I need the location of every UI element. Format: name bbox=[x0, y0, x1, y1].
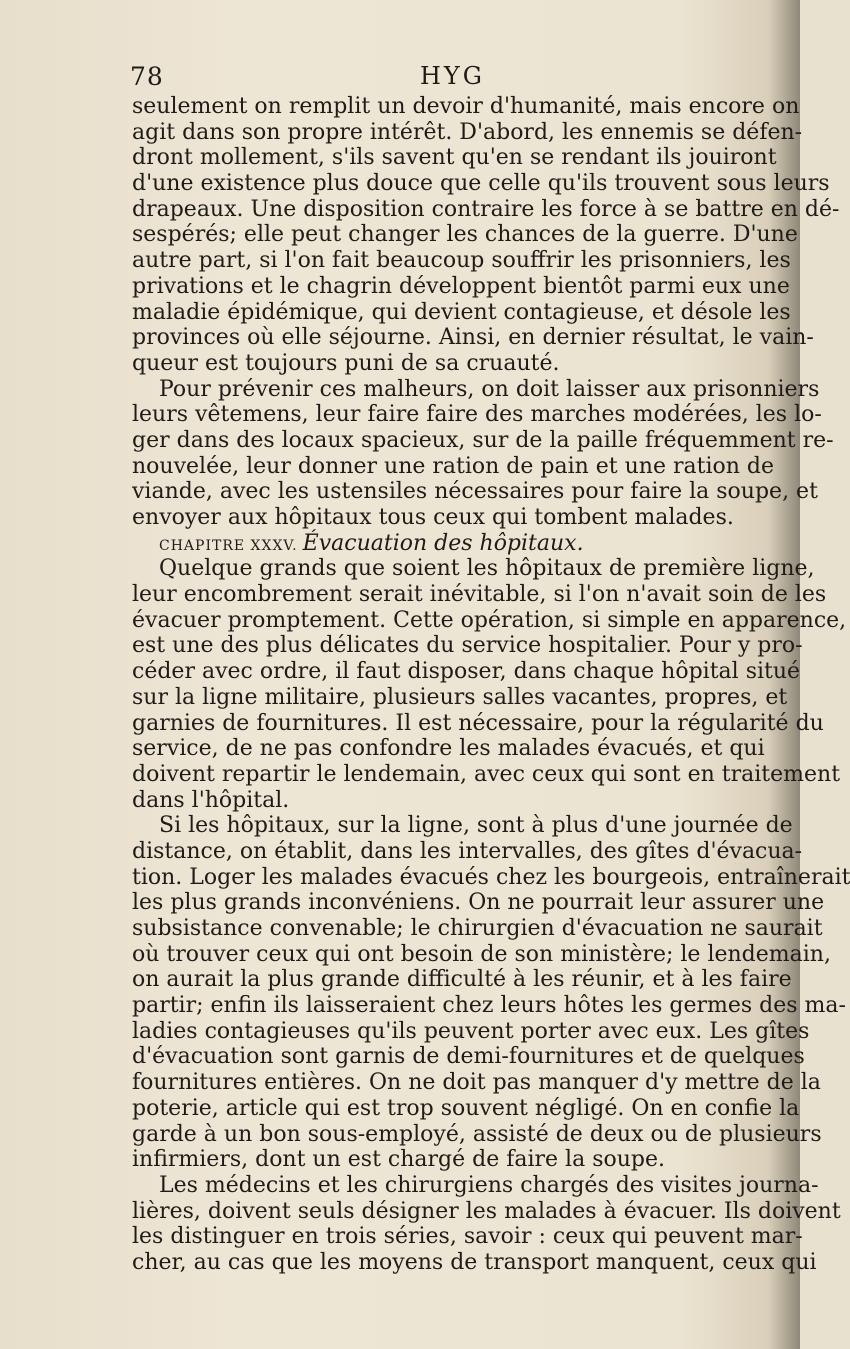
text-line: leurs vêtemens, leur faire faire des marches modérées, les lo- bbox=[132, 402, 822, 428]
text-line: on aurait la plus grande difficulté à les réunir, et à les faire bbox=[132, 967, 792, 993]
page-number: 78 bbox=[130, 62, 164, 91]
text-line: garnies de fournitures. Il est nécessaire, pour la régularité du bbox=[132, 710, 824, 736]
text-line: poterie, article qui est trop souvent négligé. On en confie la bbox=[132, 1095, 800, 1121]
text-line: Pour prévenir ces malheurs, on doit laisser aux prisonniers bbox=[159, 376, 820, 402]
text-line: distance, on établit, dans les intervalles, des gîtes d'évacua- bbox=[132, 838, 803, 864]
text-line: d'une existence plus douce que celle qu'ils trouvent sous leurs bbox=[132, 171, 830, 197]
text-line: d'évacuation sont garnis de demi-fournitures et de quelques bbox=[132, 1044, 805, 1070]
text-line: nouvelée, leur donner une ration de pain et une ration de bbox=[132, 453, 775, 479]
text-line: leur encombrement serait inévitable, si l'on n'avait soin de les bbox=[132, 582, 827, 608]
text-line: agit dans son propre intérêt. D'abord, les ennemis se défen- bbox=[132, 119, 803, 145]
text-line: dront mollement, s'ils savent qu'en se rendant ils jouiront bbox=[132, 145, 777, 171]
text-line: où trouver ceux qui ont besoin de son ministère; le lendemain, bbox=[132, 941, 831, 967]
body-text bbox=[132, 94, 850, 1276]
text-line: maladie épidémique, qui devient contagieuse, et désole les bbox=[132, 299, 791, 325]
text-line: fournitures entières. On ne doit pas manquer d'y mettre de la bbox=[132, 1070, 821, 1096]
text-line: service, de ne pas confondre les malades évacués, et qui bbox=[132, 736, 765, 762]
chapter-title: Évacuation des hôpitaux. bbox=[302, 530, 584, 556]
text-line: garde à un bon sous-employé, assisté de deux ou de plusieurs bbox=[132, 1121, 822, 1147]
text-line: les distinguer en trois séries, savoir : ceux qui peuvent mar- bbox=[132, 1224, 803, 1250]
text-line: cher, au cas que les moyens de transport manquent, ceux qui bbox=[132, 1249, 817, 1275]
page-header bbox=[128, 62, 758, 96]
text-line: infirmiers, dont un est chargé de faire la soupe. bbox=[132, 1147, 665, 1173]
chapter-label: CHAPITRE XXXV. bbox=[159, 537, 298, 554]
text-line: sespérés; elle peut changer les chances de la guerre. D'une bbox=[132, 222, 798, 248]
text-line: Les médecins et les chirurgiens chargés des visites journa- bbox=[159, 1172, 819, 1198]
text-line: viande, avec les ustensiles nécessaires pour faire la soupe, et bbox=[132, 479, 818, 505]
text-line: est une des plus délicates du service hospitalier. Pour y pro- bbox=[132, 633, 803, 659]
text-line: céder avec ordre, il faut disposer, dans chaque hôpital situé bbox=[132, 659, 801, 685]
text-line: partir; enfin ils laisseraient chez leurs hôtes les germes des ma- bbox=[132, 993, 846, 1019]
text-line: queur est toujours puni de sa cruauté. bbox=[132, 350, 560, 376]
text-line: ladies contagieuses qu'ils peuvent porter avec eux. Les gîtes bbox=[132, 1018, 810, 1044]
text-line: seulement on remplit un devoir d'humanité, mais encore on bbox=[132, 94, 800, 119]
text-line: provinces où elle séjourne. Ainsi, en dernier résultat, le vain- bbox=[132, 325, 814, 351]
text-line: doivent repartir le lendemain, avec ceux qui sont en traitement bbox=[132, 761, 841, 787]
text-line: lières, doivent seuls désigner les malades à évacuer. Ils doivent bbox=[132, 1198, 841, 1224]
text-line: ger dans des locaux spacieux, sur de la paille fréquemment re- bbox=[132, 427, 834, 453]
text-line: privations et le chagrin développent bientôt parmi eux une bbox=[132, 273, 790, 299]
text-line: drapeaux. Une disposition contraire les force à se battre en dé- bbox=[132, 196, 840, 222]
text-line: Si les hôpitaux, sur la ligne, sont à plus d'une journée de bbox=[159, 813, 793, 839]
text-line: les plus grands inconvéniens. On ne pourrait leur assurer une bbox=[132, 890, 825, 916]
text-line: dans l'hôpital. bbox=[132, 787, 290, 813]
text-line: envoyer aux hôpitaux tous ceux qui tombent malades. bbox=[132, 505, 734, 530]
chapter-heading bbox=[132, 531, 764, 557]
text-line: tion. Loger les malades évacués chez les bourgeois, entraînerait bbox=[132, 864, 850, 890]
text-line: sur la ligne militaire, plusieurs salles vacantes, propres, et bbox=[132, 684, 788, 710]
text-line: autre part, si l'on fait beaucoup souffrir les prisonniers, les bbox=[132, 248, 791, 274]
text-line: évacuer promptement. Cette opération, si simple en apparence, bbox=[132, 607, 847, 633]
text-line: Quelque grands que soient les hôpitaux de première ligne, bbox=[159, 556, 815, 582]
running-head: HYG bbox=[420, 62, 485, 90]
text-line: subsistance convenable; le chirurgien d'évacuation ne saurait bbox=[132, 916, 823, 941]
